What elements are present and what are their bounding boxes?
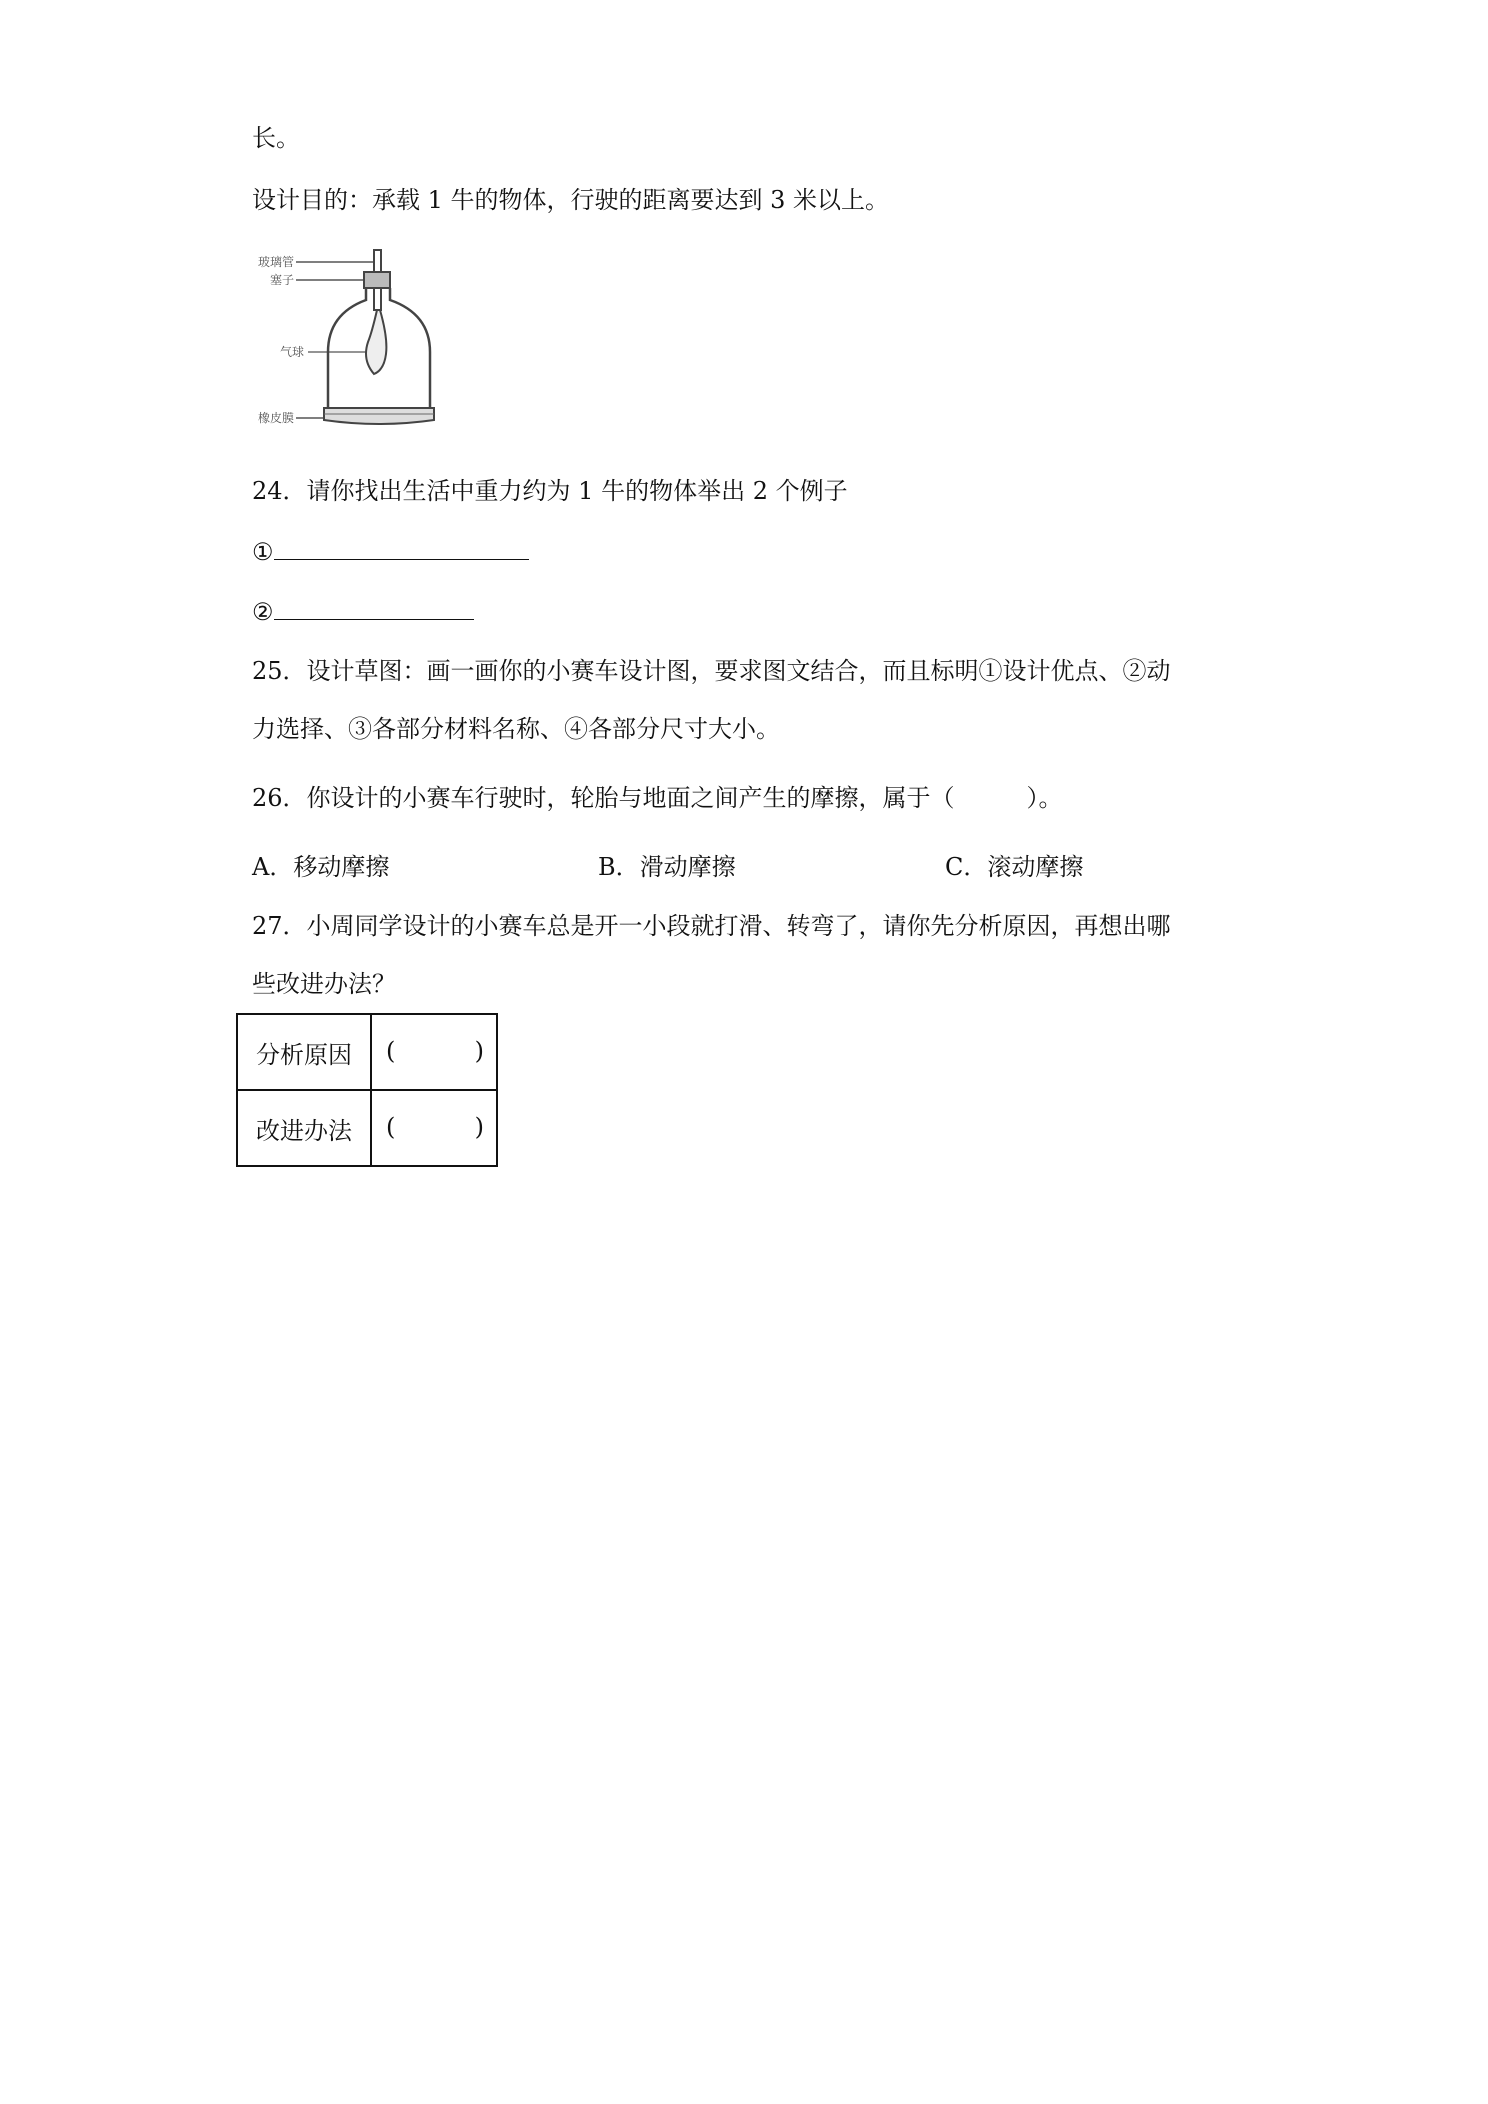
bottle-balloon-diagram — [256, 242, 456, 437]
question-25-line-2: 力选择、③各部分材料名称、④各部分尺寸大小。 — [252, 715, 780, 743]
row-label-improvement: 改进办法 — [237, 1090, 371, 1166]
open-paren: ( — [386, 1113, 396, 1141]
question-27-line-1: 27．小周同学设计的小赛车总是开一小段就打滑、转弯了，请你先分析原因，再想出哪 — [252, 912, 1171, 940]
circled-number-2: ② — [252, 598, 274, 626]
question-27-line-2: 些改进办法？ — [252, 970, 396, 998]
text-line-continuation: 长。 — [252, 124, 300, 152]
fill-blank-1[interactable] — [274, 535, 529, 560]
question-25-line-1: 25．设计草图：画一画你的小赛车设计图，要求图文结合，而且标明①设计优点、②动 — [252, 657, 1171, 685]
table-row — [237, 1090, 497, 1166]
answer-table — [236, 1013, 498, 1167]
option-c[interactable]: C．滚动摩擦 — [945, 853, 1084, 881]
close-paren: ) — [474, 1037, 484, 1065]
design-goal-text: 设计目的：承载 1 牛的物体，行驶的距离要达到 3 米以上。 — [252, 186, 890, 214]
option-a[interactable]: A．移动摩擦 — [252, 853, 390, 881]
figure-label-stopper: 塞子 — [270, 273, 295, 287]
table-row — [237, 1014, 497, 1090]
fill-blank-2[interactable] — [274, 595, 474, 620]
question-26: 26．你设计的小赛车行驶时，轮胎与地面之间产生的摩擦，属于（ ）。 — [252, 784, 1063, 812]
answer-24-1 — [252, 535, 529, 568]
question-24: 24．请你找出生活中重力约为 1 牛的物体举出 2 个例子 — [252, 477, 848, 505]
answer-cell-improvement[interactable] — [371, 1090, 497, 1166]
close-paren: ) — [474, 1113, 484, 1141]
figure-label-rubber-membrane: 橡皮膜 — [258, 411, 295, 425]
figure-label-balloon: 气球 — [280, 345, 305, 359]
circled-number-1: ① — [252, 538, 274, 566]
answer-24-2 — [252, 595, 474, 628]
open-paren: ( — [386, 1037, 396, 1065]
figure-label-glass-tube: 玻璃管 — [258, 255, 295, 269]
answer-cell-analysis[interactable] — [371, 1014, 497, 1090]
row-label-analysis: 分析原因 — [237, 1014, 371, 1090]
option-b[interactable]: B．滑动摩擦 — [598, 853, 736, 881]
